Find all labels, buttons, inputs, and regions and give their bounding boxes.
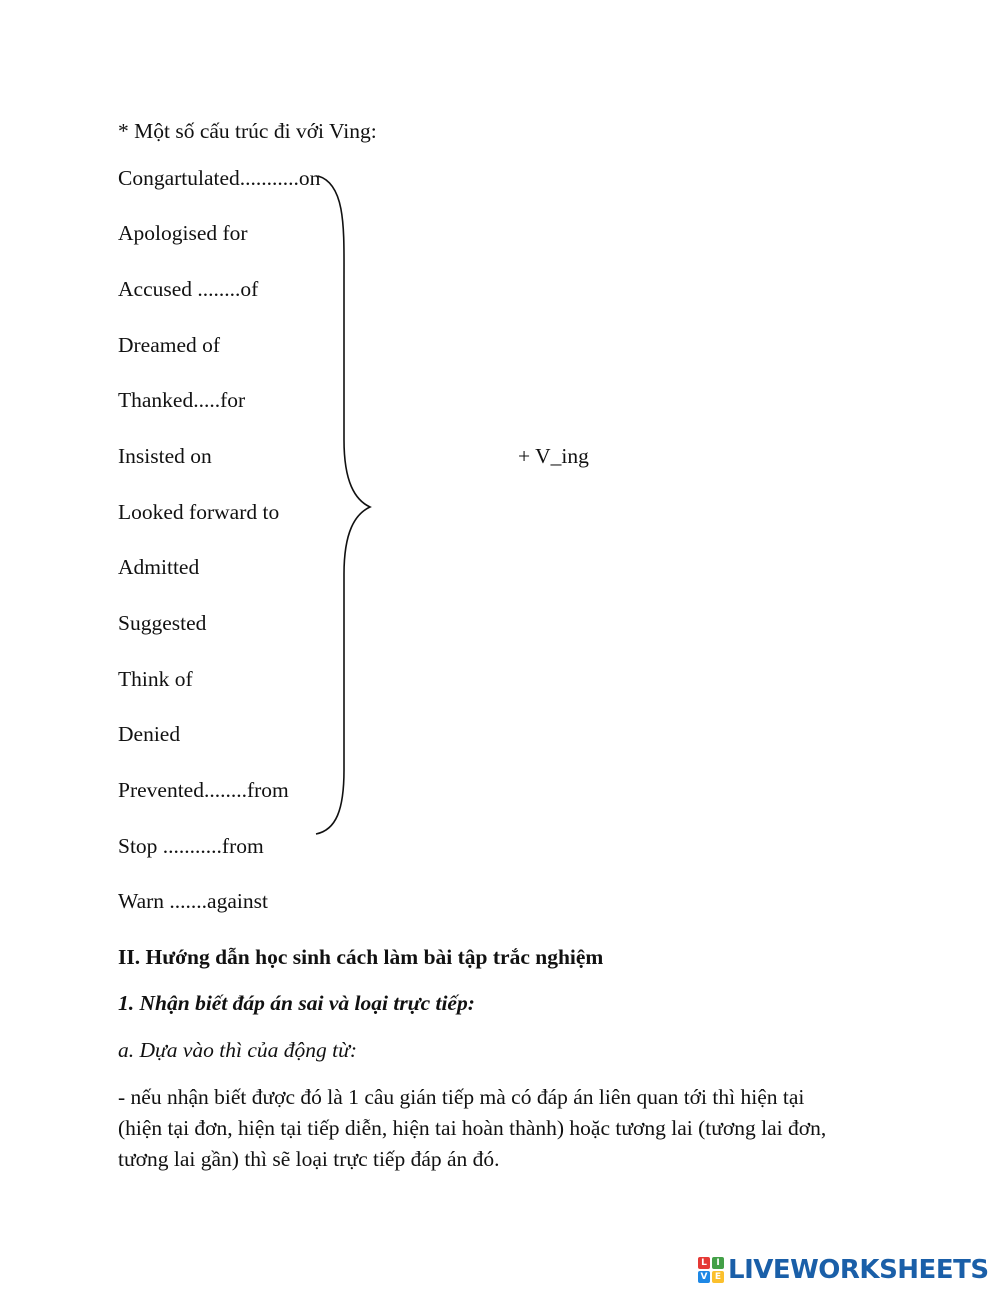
section-title: * Một số cấu trúc đi với Ving: [118,119,377,143]
structure-item: Suggested [118,611,207,635]
structure-item: Denied [118,722,181,746]
structure-item: Stop ...........from [118,834,264,858]
liveworksheets-logo [698,1255,989,1285]
logo-letter: L [698,1257,710,1269]
structure-item: Congartulated...........on [118,166,321,190]
paragraph-line: (hiện tại đơn, hiện tại tiếp diễn, hiện tai hoàn thành) hoặc tương lai (tương lai đơn, [118,1116,827,1140]
structure-item: Think of [118,667,193,691]
structure-item: Looked forward to [118,500,280,524]
paragraph-line: tương lai gần) thì sẽ loại trực tiếp đáp án đó. [118,1147,500,1171]
subheading-a: a. Dựa vào thì của động từ: [118,1038,358,1062]
structure-item: Warn .......against [118,889,268,913]
structure-item: Dreamed of [118,333,221,357]
brand-text: LIVEWORKSHEETS [728,1255,989,1285]
paragraph-line: - nếu nhận biết được đó là 1 câu gián tiếp mà có đáp án liên quan tới thì hiện tại [118,1085,805,1109]
heading-2: II. Hướng dẫn học sinh cách làm bài tập trắc nghiệm [118,945,604,969]
logo-letter: V [698,1271,710,1283]
paragraph [118,1082,918,1175]
logo-letter: I [712,1257,724,1269]
structure-item: Prevented........from [118,778,289,802]
structure-item: Insisted on [118,444,212,468]
logo-letter: E [712,1271,724,1283]
subheading-1: 1. Nhận biết đáp án sai và loại trực tiếp: [118,991,475,1015]
structure-item: Apologised for [118,221,248,245]
structure-item: Thanked.....for [118,388,246,412]
plus-ving-label: + V_ing [518,444,589,468]
logo-mark-icon [698,1257,724,1283]
structure-item: Accused ........of [118,277,259,301]
structure-item: Admitted [118,555,200,579]
curly-brace [300,170,390,850]
